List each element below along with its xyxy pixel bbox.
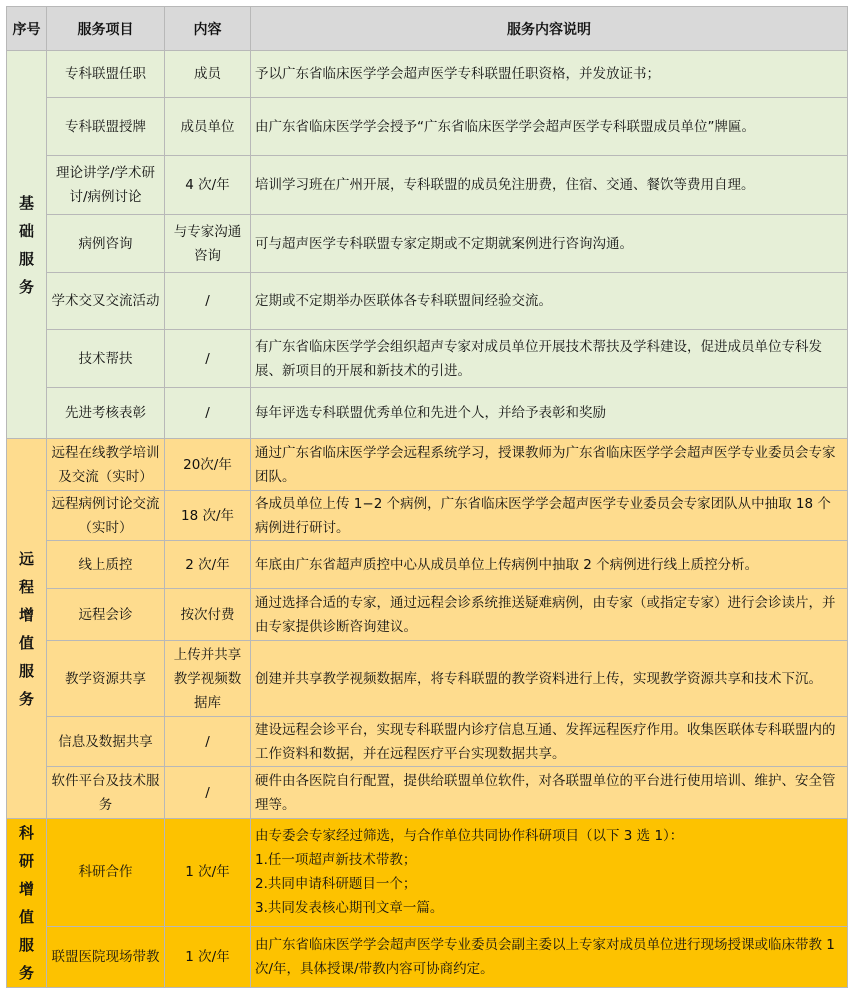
table-row: [7, 589, 848, 641]
service-description: 硬件由各医院自行配置，提供给联盟单位软件，对各联盟单位的平台进行使用培训、维护、安全管理等。: [251, 767, 848, 819]
service-description: 创建并共享教学视频数据库，将专科联盟的教学资料进行上传，实现教学资源共享和技术下沉。: [251, 641, 848, 717]
service-content: /: [165, 767, 251, 819]
service-item: 线上质控: [47, 541, 165, 589]
service-content: 成员单位: [165, 98, 251, 156]
service-content: 4 次/年: [165, 156, 251, 215]
section-label-basic: [7, 51, 47, 439]
section-label-research: [7, 819, 47, 988]
table-row: [7, 767, 848, 819]
service-description: [251, 819, 848, 927]
service-content: 1 次/年: [165, 926, 251, 987]
section-char: 值: [18, 908, 34, 926]
service-item: 技术帮扶: [47, 330, 165, 388]
service-item: 远程会诊: [47, 589, 165, 641]
header-index: 序号: [7, 7, 47, 51]
header-description: 服务内容说明: [251, 7, 848, 51]
service-item: 理论讲学/学术研讨/病例讨论: [47, 156, 165, 215]
section-char: 增: [18, 880, 34, 898]
service-item: 信息及数据共享: [47, 717, 165, 767]
service-description: 由广东省临床医学学会超声医学专业委员会副主委以上专家对成员单位进行现场授课或临床带教 1 次/年，具体授课/带教内容可协商约定。: [251, 926, 848, 987]
service-description: 可与超声医学专科联盟专家定期或不定期就案例进行咨询沟通。: [251, 215, 848, 273]
section-char: 服: [18, 249, 34, 268]
table-header-row: [7, 7, 848, 51]
service-description: 定期或不定期举办医联体各专科联盟间经验交流。: [251, 273, 848, 330]
section-char: 务: [18, 277, 34, 296]
table-row: [7, 98, 848, 156]
service-item: 教学资源共享: [47, 641, 165, 717]
description-line: 1.任一项超声新技术带教；: [255, 852, 417, 869]
service-description: 由广东省临床医学学会授予“广东省临床医学学会超声医学专科联盟成员单位”牌匾。: [251, 98, 848, 156]
section-char: 础: [18, 221, 34, 240]
table-row: [7, 273, 848, 330]
section-char: 研: [18, 852, 34, 870]
service-content: 成员: [165, 51, 251, 98]
section-label-remote: [7, 439, 47, 819]
service-content: 2 次/年: [165, 541, 251, 589]
service-description: 培训学习班在广州开展，专科联盟的成员免注册费，住宿、交通、餐饮等费用自理。: [251, 156, 848, 215]
description-line: 3.共同发表核心期刊文章一篇。: [255, 900, 444, 917]
table-row: [7, 491, 848, 541]
section-char: 服: [18, 661, 34, 680]
service-content: 按次付费: [165, 589, 251, 641]
description-line: 由专委会专家经过筛选，与合作单位共同协作科研项目（以下 3 选 1）：: [255, 828, 684, 845]
service-table: [6, 6, 848, 988]
service-item: 远程在线教学培训及交流（实时）: [47, 439, 165, 491]
section-char: 务: [18, 689, 34, 708]
service-description: 通过广东省临床医学学会远程系统学习，授课教师为广东省临床医学学会超声医学专业委员会专家团队。: [251, 439, 848, 491]
service-content: 上传并共享教学视频数据库: [165, 641, 251, 717]
section-char: 远: [18, 549, 34, 568]
service-content: 与专家沟通咨询: [165, 215, 251, 273]
service-item: 学术交叉交流活动: [47, 273, 165, 330]
service-description: 建设远程会诊平台，实现专科联盟内诊疗信息互通、发挥远程医疗作用。收集医联体专科联盟内的工作资料和数据，并在远程医疗平台实现数据共享。: [251, 717, 848, 767]
service-description: 每年评选专科联盟优秀单位和先进个人，并给予表彰和奖励: [251, 388, 848, 439]
service-item: 专科联盟授牌: [47, 98, 165, 156]
section-char: 服: [18, 936, 34, 954]
service-content: /: [165, 388, 251, 439]
service-item: 远程病例讨论交流（实时）: [47, 491, 165, 541]
table-row: [7, 926, 848, 987]
header-service-item: 服务项目: [47, 7, 165, 51]
service-content: 20次/年: [165, 439, 251, 491]
service-description: 通过选择合适的专家，通过远程会诊系统推送疑难病例，由专家（或指定专家）进行会诊读片，并由专家提供诊断咨询建议。: [251, 589, 848, 641]
table-row: [7, 156, 848, 215]
service-description: 年底由广东省超声质控中心从成员单位上传病例中抽取 2 个病例进行线上质控分析。: [251, 541, 848, 589]
service-item: 软件平台及技术服务: [47, 767, 165, 819]
description-line: 2.共同申请科研题目一个；: [255, 876, 417, 893]
service-item: 先进考核表彰: [47, 388, 165, 439]
header-content: 内容: [165, 7, 251, 51]
service-content: /: [165, 330, 251, 388]
table-row: [7, 388, 848, 439]
service-content: /: [165, 717, 251, 767]
service-item: 病例咨询: [47, 215, 165, 273]
table-row: [7, 51, 848, 98]
service-description: 有广东省临床医学学会组织超声专家对成员单位开展技术帮扶及学科建设，促进成员单位专科发展、新项目的开展和新技术的引进。: [251, 330, 848, 388]
service-content: 1 次/年: [165, 819, 251, 927]
service-item: 联盟医院现场带教: [47, 926, 165, 987]
table-row: [7, 641, 848, 717]
table-row: [7, 819, 848, 927]
section-char: 程: [18, 577, 34, 596]
table-row: [7, 541, 848, 589]
service-content: 18 次/年: [165, 491, 251, 541]
table-row: [7, 215, 848, 273]
table-row: [7, 330, 848, 388]
section-char: 增: [18, 605, 34, 624]
table-row: [7, 439, 848, 491]
service-content: /: [165, 273, 251, 330]
table-row: [7, 717, 848, 767]
section-char: 基: [18, 193, 34, 212]
service-description: 予以广东省临床医学学会超声医学专科联盟任职资格，并发放证书；: [251, 51, 848, 98]
service-item: 专科联盟任职: [47, 51, 165, 98]
section-char: 务: [18, 964, 34, 982]
section-char: 科: [18, 824, 34, 842]
service-item: 科研合作: [47, 819, 165, 927]
section-char: 值: [18, 633, 34, 652]
service-description: 各成员单位上传 1−2 个病例，广东省临床医学学会超声医学专业委员会专家团队从中抽取 18 个病例进行研讨。: [251, 491, 848, 541]
